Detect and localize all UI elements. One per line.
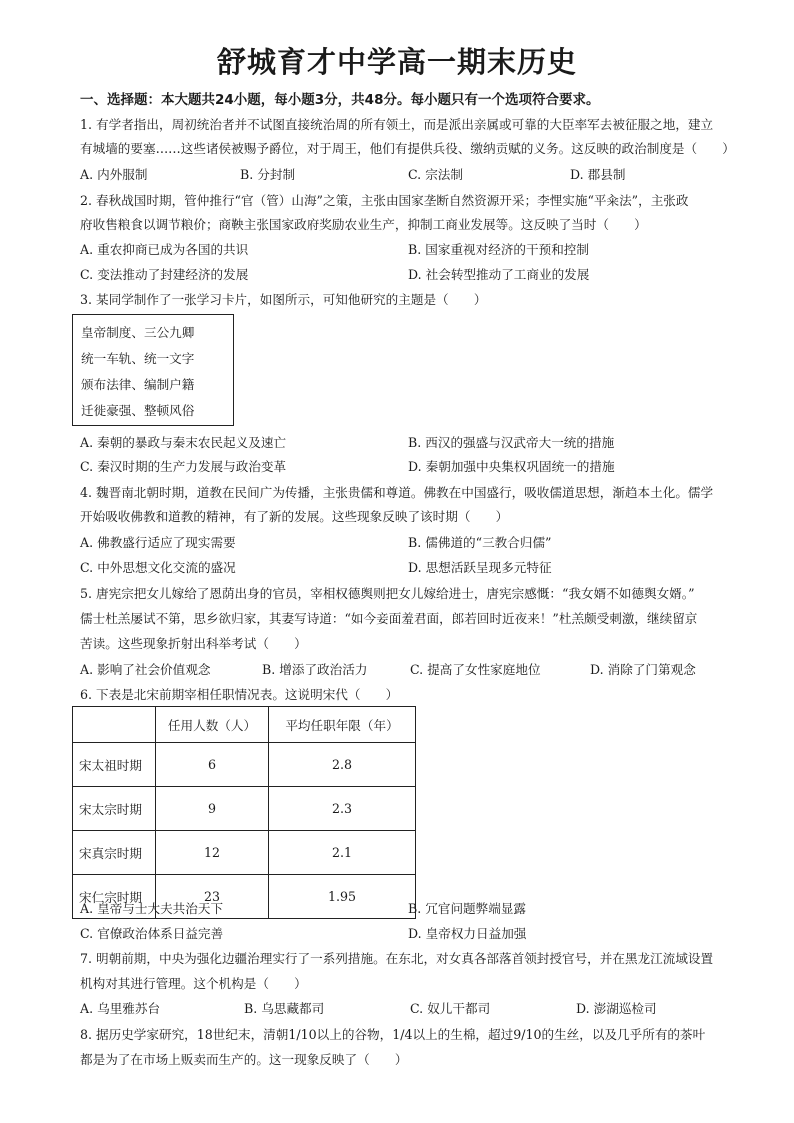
q1-option-b: B. 分封制 xyxy=(240,167,296,182)
q1-option-d: D. 郡县制 xyxy=(570,167,626,182)
q3-card-line: 统一车轨、统一文字 xyxy=(81,351,195,366)
q3-card-line: 迁徙豪强、整顿风俗 xyxy=(81,403,195,418)
table-cell: 宋太祖时期 xyxy=(73,743,156,787)
table-row xyxy=(73,787,416,831)
q5-option-c: C. 提高了女性家庭地位 xyxy=(410,662,541,677)
q7-option-c: C. 奴儿干都司 xyxy=(410,1001,491,1016)
q5-option-b: B. 增添了政治活力 xyxy=(262,662,368,677)
q6-table xyxy=(72,706,416,919)
table-cell: 9 xyxy=(156,787,269,831)
q7-stem-line1: 7. 明朝前期，中央为强化边疆治理实行了一系列措施。在东北，对女真各部落首领封授官号，并在黑龙江流域设置 xyxy=(80,951,714,966)
q7-stem-line2: 机构对其进行管理。这个机构是（ ） xyxy=(80,976,307,991)
q1-stem-line1: 1. 有学者指出，周初统治者并不试图直接统治周的所有领土，而是派出亲属或可靠的大臣率军去被征服之地，建立 xyxy=(80,117,714,132)
q4-option-d: D. 思想活跃呈现多元特征 xyxy=(408,560,552,575)
q4-stem-line1: 4. 魏晋南北朝时期，道教在民间广为传播，主张贵儒和尊道。佛教在中国盛行，吸收儒道思想，渐趋本土化。儒学 xyxy=(80,485,714,500)
q6-stem: 6. 下表是北宋前期宰相任职情况表。这说明宋代（ ） xyxy=(80,687,399,702)
table-cell: 宋太宗时期 xyxy=(73,787,156,831)
table-cell: 2.3 xyxy=(269,787,416,831)
q3-option-c: C. 秦汉时期的生产力发展与政治变革 xyxy=(80,459,287,474)
q4-stem-line2: 开始吸收佛教和道教的精神，有了新的发展。这些现象反映了该时期（ ） xyxy=(80,509,509,524)
q4-option-a: A. 佛教盛行适应了现实需要 xyxy=(80,535,236,550)
q5-stem-line1: 5. 唐宪宗把女儿嫁给了恩荫出身的官员，宰相权德舆则把女儿嫁给进士，唐宪宗感慨：“我女婿不如德舆女婿。” xyxy=(80,586,695,601)
q3-option-b: B. 西汉的强盛与汉武帝大一统的措施 xyxy=(408,435,615,450)
q1-stem-line2: 有城墙的要塞……这些诸侯被赐予爵位，对于周王，他们有提供兵役、缴纳贡赋的义务。这反映的政治制度是（ ） xyxy=(80,141,735,156)
q8-stem-line1: 8. 据历史学家研究，18世纪末，清朝1/10以上的谷物，1/4以上的生棉，超过9/10的生丝，以及几乎所有的茶叶 xyxy=(80,1027,706,1042)
table-header-cell xyxy=(73,707,156,743)
q2-option-d: D. 社会转型推动了工商业的发展 xyxy=(408,267,590,282)
table-cell: 12 xyxy=(156,831,269,875)
table-cell: 1.95 xyxy=(269,875,416,919)
table-cell: 2.8 xyxy=(269,743,416,787)
table-row xyxy=(73,743,416,787)
q2-option-a: A. 重农抑商已成为各国的共识 xyxy=(80,242,249,257)
table-cell: 23 xyxy=(156,875,269,919)
q3-option-a: A. 秦朝的暴政与秦末农民起义及速亡 xyxy=(80,435,287,450)
page-title: 舒城育才中学高一期末历史 xyxy=(216,45,577,79)
table-row xyxy=(73,831,416,875)
q6-option-a: A. 皇帝与士大夫共治天下 xyxy=(80,901,224,916)
q7-option-b: B. 乌思藏都司 xyxy=(244,1001,325,1016)
table-header-cell: 任用人数（人） xyxy=(156,707,269,743)
table-cell: 宋仁宗时期 xyxy=(73,875,156,919)
q3-stem: 3. 某同学制作了一张学习卡片，如图所示，可知他研究的主题是（ ） xyxy=(80,292,487,307)
table-header-row xyxy=(73,707,416,743)
q8-stem-line2: 都是为了在市场上贩卖而生产的。这一现象反映了（ ） xyxy=(80,1052,408,1067)
q6-option-b: B. 冗官问题弊端显露 xyxy=(408,901,527,916)
table-cell: 2.1 xyxy=(269,831,416,875)
q1-option-c: C. 宗法制 xyxy=(408,167,463,182)
table-cell: 6 xyxy=(156,743,269,787)
q3-study-card xyxy=(72,314,234,426)
q6-option-c: C. 官僚政治体系日益完善 xyxy=(80,926,224,941)
q3-card-line: 皇帝制度、三公九卿 xyxy=(81,325,195,340)
q5-option-d: D. 消除了门第观念 xyxy=(590,662,696,677)
q3-option-d: D. 秦朝加强中央集权巩固统一的措施 xyxy=(408,459,615,474)
q5-stem-line3: 苦读。这些现象折射出科举考试（ ） xyxy=(80,636,307,651)
q4-option-c: C. 中外思想文化交流的盛况 xyxy=(80,560,236,575)
q2-stem-line2: 府收售粮食以调节粮价；商鞅主张国家政府奖励农业生产，抑制工商业发展等。这反映了当时（ ） xyxy=(80,217,647,232)
q6-option-d: D. 皇帝权力日益加强 xyxy=(408,926,527,941)
table-header-cell: 平均任职年限（年） xyxy=(269,707,416,743)
q2-stem-line1: 2. 春秋战国时期，管仲推行“官（管）山海”之策，主张由国家垄断自然资源开采；李悝实施“平籴法”，主张政 xyxy=(80,193,689,208)
q3-card-line: 颁布法律、编制户籍 xyxy=(81,377,195,392)
section-heading: 一、选择题：本大题共24小题，每小题3分，共48分。每小题只有一个选项符合要求。 xyxy=(80,92,600,108)
q5-stem-line2: 儒士杜羔屡试不第，思乡欲归家，其妻写诗道：“如今妾面羞君面，郎若回时近夜来！”杜羔颇受刺激，继续留京 xyxy=(80,611,698,626)
q7-option-d: D. 澎湖巡检司 xyxy=(576,1001,657,1016)
q2-option-b: B. 国家重视对经济的干预和控制 xyxy=(408,242,589,257)
q4-option-b: B. 儒佛道的“三教合归儒” xyxy=(408,535,552,550)
q7-option-a: A. 乌里雅苏台 xyxy=(80,1001,161,1016)
q2-option-c: C. 变法推动了封建经济的发展 xyxy=(80,267,249,282)
q5-option-a: A. 影响了社会价值观念 xyxy=(80,662,211,677)
q1-option-a: A. 内外服制 xyxy=(80,167,148,182)
table-cell: 宋真宗时期 xyxy=(73,831,156,875)
